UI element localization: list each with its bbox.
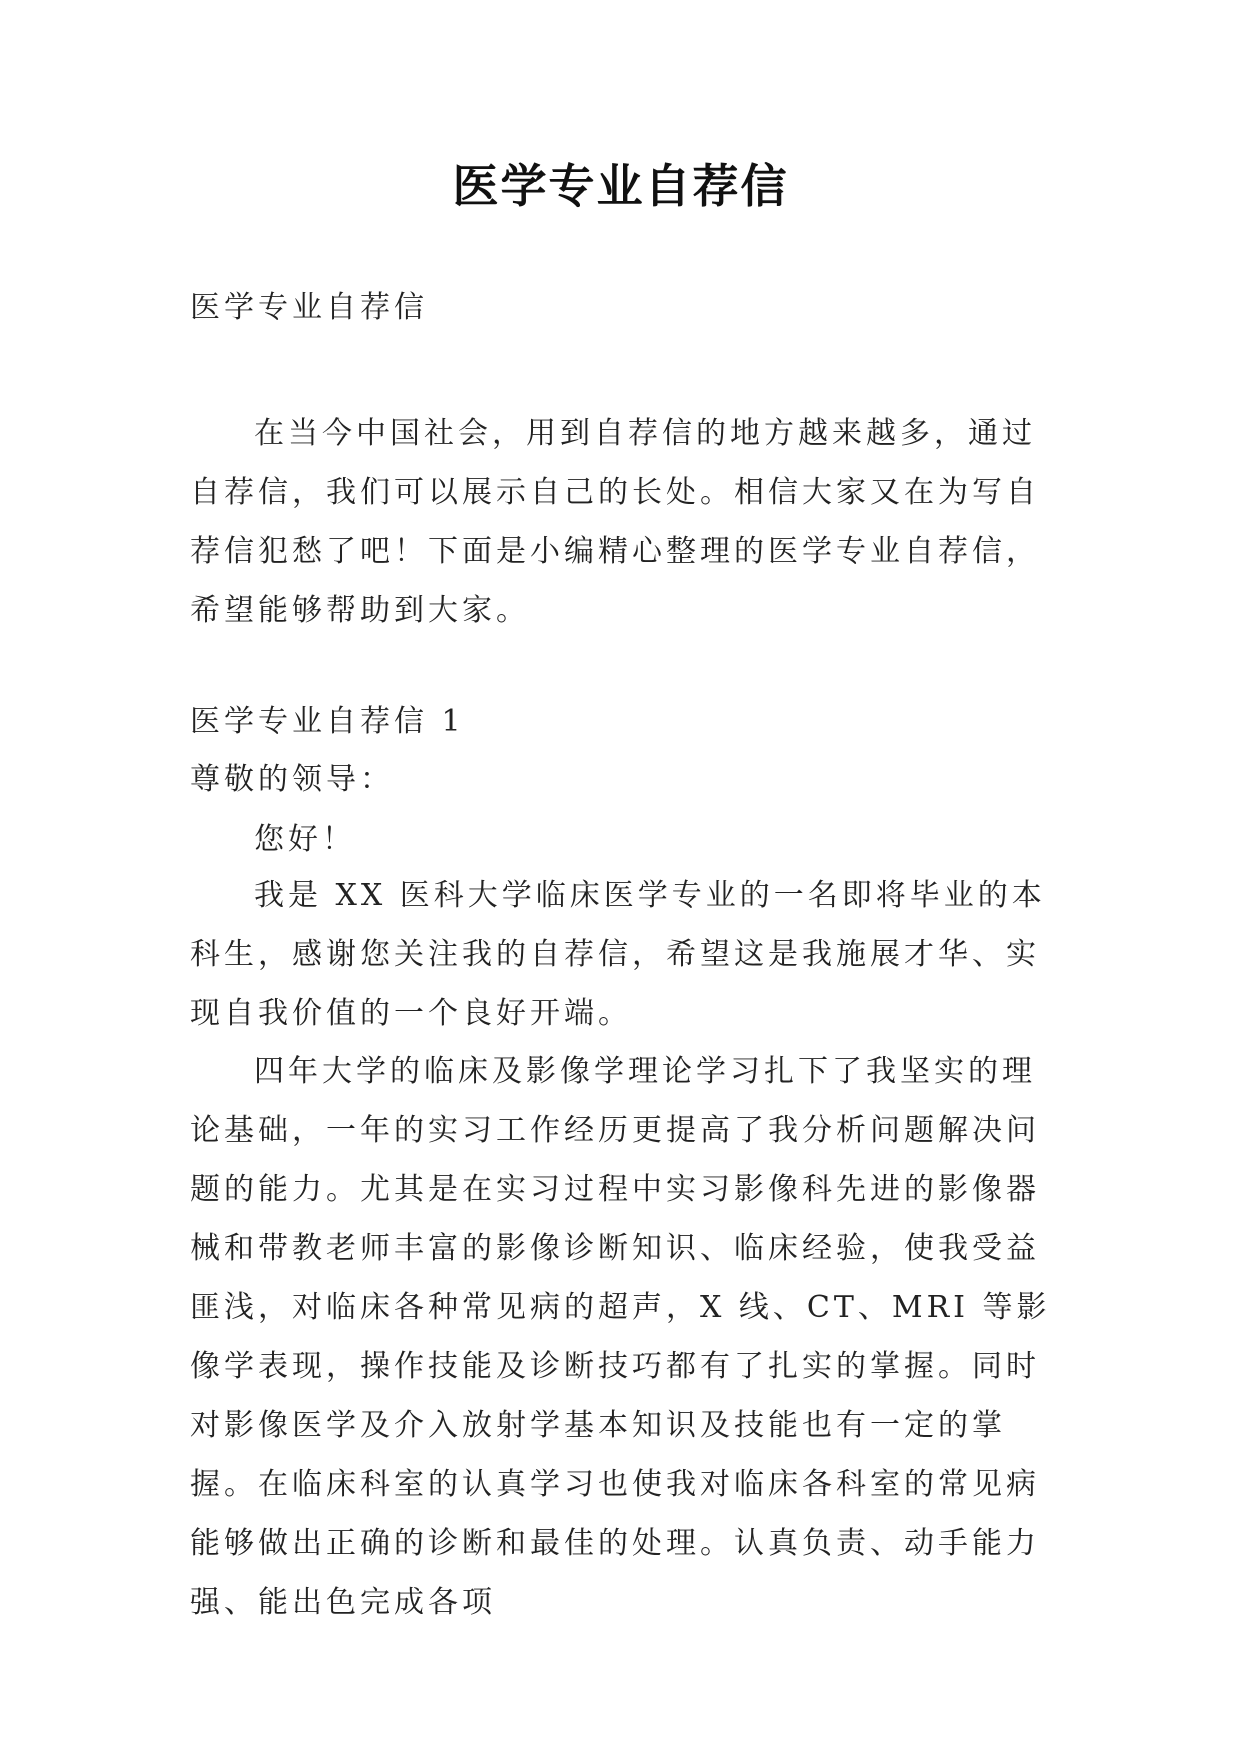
body-paragraph-2: 四年大学的临床及影像学理论学习扎下了我坚实的理论基础，一年的实习工作经历更提高了我分析问题解决问题的能力。尤其是在实习过程中实习影像科先进的影像器械和带教老师丰富的影像诊断知识、临床经验，使我受益匪浅，对临床各种常见病的超声，X 线、CT、MRI 等影像学表现，操作技能及诊断技巧都有了扎实的掌握。同时对影像医学及介入放射学基本知识及技能也有一定的掌握。在临床科室的认真学习也使我对临床各科室的常见病能够做出正确的诊断和最佳的处理。认真负责、动手能力强、能出色完成各项 [190, 1054, 1051, 1620]
document-subtitle: 医学专业自荐信 [190, 290, 428, 325]
letter-heading: 医学专业自荐信 1 [190, 704, 465, 739]
body-paragraph-1: 我是 XX 医科大学临床医学专业的一名即将毕业的本科生，感谢您关注我的自荐信，希望这是我施展才华、实现自我价值的一个良好开端。 [190, 878, 1046, 1031]
intro-paragraph: 在当今中国社会，用到自荐信的地方越来越多，通过自荐信，我们可以展示自己的长处。相信大家又在为写自荐信犯愁了吧！下面是小编精心整理的医学专业自荐信，希望能够帮助到大家。 [190, 416, 1040, 628]
letter-greeting: 您好！ [254, 822, 356, 857]
document-title: 医学专业自荐信 [452, 159, 789, 213]
letter-salutation: 尊敬的领导： [190, 762, 394, 797]
